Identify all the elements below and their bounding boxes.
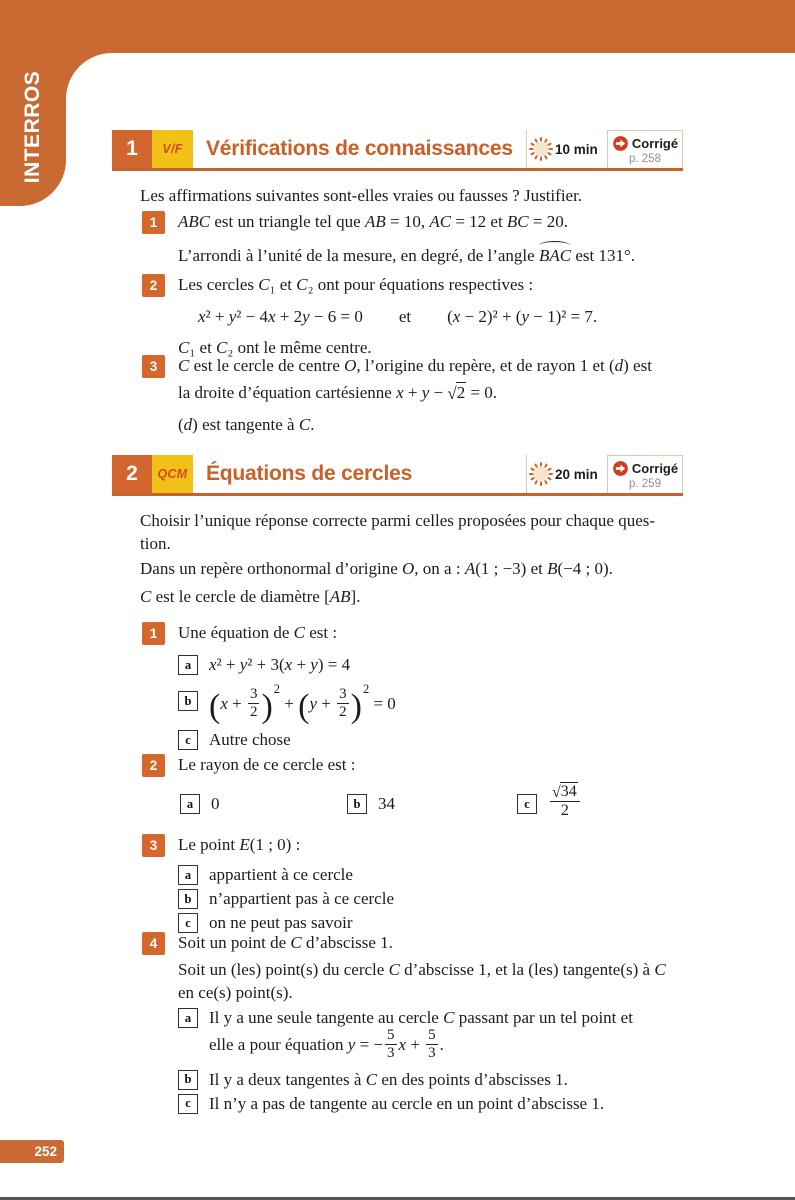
option-b bbox=[347, 785, 517, 822]
corrige-row bbox=[612, 460, 678, 477]
option-b bbox=[178, 887, 683, 910]
corrige-row bbox=[612, 135, 678, 152]
timer-icon bbox=[529, 137, 553, 161]
question-paragraph: en ce(s) point(s). bbox=[178, 983, 293, 1002]
option-letter-box: c bbox=[178, 913, 198, 933]
option-text: (x + $\frac{3}{2}$ )$^2$ + (y + $\frac{3}{2}$ )$^2$ = 0 bbox=[209, 682, 396, 725]
option-line: elle a pour équation y = − $\frac{5}{3}$ x + $\frac{5}{3}$ . bbox=[209, 1027, 444, 1061]
option-letter-box: b bbox=[178, 889, 198, 909]
corrige-page: p. 259 bbox=[629, 477, 661, 490]
item-text: C est le cercle de centre O, l’origine du repère, et de rayon 1 et (d) est bbox=[178, 356, 652, 375]
fraction: $\frac{5}{3}$ bbox=[387, 1027, 395, 1061]
corrige-cell bbox=[607, 455, 683, 493]
option-letter-box: b bbox=[178, 691, 198, 711]
option-b bbox=[178, 678, 683, 725]
question-text: Soit un point de C d’abscisse 1. bbox=[178, 933, 393, 952]
question-text: Une équation de C est : bbox=[178, 623, 338, 642]
option-text: n’appartient pas à ce cercle bbox=[209, 889, 394, 908]
question-text: Le point E(1 ; 0) : bbox=[178, 835, 301, 854]
option-c bbox=[517, 785, 582, 822]
fraction: $\frac{5}{3}$ bbox=[428, 1027, 436, 1061]
corrige-page: p. 258 bbox=[629, 152, 661, 165]
item-text: Les cercles C₁ et C₂ ont pour équations respectives : bbox=[178, 275, 534, 294]
section-1-header bbox=[112, 130, 683, 171]
fraction: $\frac{3}{2}$ bbox=[339, 685, 347, 720]
option-letter-box: a bbox=[178, 1008, 198, 1028]
corrige-arrow-icon bbox=[612, 135, 629, 152]
question-badge: 1 bbox=[142, 622, 165, 645]
fraction: $\frac{3}{2}$ bbox=[249, 685, 258, 720]
option-text: Il y a deux tangentes à C en des points d’abscisses 1. bbox=[209, 1069, 568, 1089]
option-a bbox=[178, 1006, 683, 1064]
question-badge: 2 bbox=[142, 754, 165, 777]
content-area bbox=[112, 0, 683, 1200]
question-3 bbox=[112, 833, 683, 934]
intro-line: tion. bbox=[140, 534, 171, 553]
question-paragraph: Soit un (les) point(s) du cercle C d’abscisse 1, et la (les) tangente(s) à C bbox=[178, 960, 666, 979]
corrige-cell bbox=[607, 130, 683, 168]
item-text: la droite d’équation cartésienne x + y − √2 = 0. bbox=[178, 383, 498, 403]
question-badge: 3 bbox=[142, 834, 165, 857]
option-a bbox=[180, 785, 347, 822]
chapter-tab-label: INTERROS bbox=[21, 70, 44, 184]
item-badge: 1 bbox=[142, 211, 165, 234]
exercise-item-2 bbox=[112, 273, 683, 359]
option-letter-box: b bbox=[347, 794, 367, 814]
option-c bbox=[178, 1092, 683, 1115]
section-number: 1 bbox=[112, 130, 152, 168]
option-b bbox=[178, 1068, 683, 1091]
option-letter-box: c bbox=[178, 730, 198, 750]
item-text: C₁ et C₂ ont le même centre. bbox=[178, 338, 372, 357]
option-letter-box: b bbox=[178, 1070, 198, 1090]
option-a bbox=[178, 653, 683, 676]
fraction: $\frac{√34}{2}$ bbox=[550, 783, 580, 820]
option-text: 34 bbox=[378, 793, 395, 813]
option-letter-box: a bbox=[180, 794, 200, 814]
corrige-label: Corrigé bbox=[631, 460, 679, 476]
option-a bbox=[178, 863, 683, 886]
option-line: Il y a une seule tangente au cercle C passant par un tel point et bbox=[209, 1008, 633, 1027]
equation-line: x² + y² − 4x + 2y − 6 = 0 et (x − 2)² + (y − 1)² = 7. bbox=[198, 307, 598, 326]
section-1-intro: Les affirmations suivantes sont-elles vraies ou fausses ? Justifier. bbox=[140, 186, 583, 205]
option-letter-box: c bbox=[517, 794, 537, 814]
option-text: x² + y² + 3(x + y) = 4 bbox=[209, 655, 351, 674]
timer-icon bbox=[529, 462, 553, 486]
section-type-tag: QCM bbox=[152, 455, 193, 493]
question-1 bbox=[112, 621, 683, 751]
intro-line: Dans un repère orthonormal d’origine O, on a : A(1 ; −3) et B(−4 ; 0). bbox=[140, 559, 613, 578]
duration-label: 10 min bbox=[555, 141, 598, 157]
intro-line: C est le cercle de diamètre [AB]. bbox=[140, 587, 361, 606]
corrige-arrow-icon bbox=[612, 460, 629, 477]
exercise-item-1 bbox=[112, 210, 683, 267]
section-title: Équations de cercles bbox=[206, 462, 413, 485]
item-badge: 3 bbox=[142, 355, 165, 378]
question-text: Le rayon de ce cercle est : bbox=[178, 755, 356, 774]
option-text: on ne peut pas savoir bbox=[209, 913, 353, 932]
question-4 bbox=[112, 931, 683, 1115]
section-type-tag: V/F bbox=[152, 130, 193, 168]
section-title: Vérifications de connaissances bbox=[206, 137, 513, 160]
question-2 bbox=[112, 753, 683, 822]
option-text: appartient à ce cercle bbox=[209, 865, 353, 884]
option-text: Il n’y a pas de tangente au cercle en un point d’abscisse 1. bbox=[209, 1093, 605, 1113]
option-c bbox=[178, 728, 683, 751]
sqrt: √2 bbox=[447, 383, 466, 403]
duration-cell bbox=[526, 455, 607, 493]
item-text: (d) est tangente à C. bbox=[178, 415, 315, 434]
section-2-intro bbox=[140, 509, 683, 555]
section-2-header bbox=[112, 455, 683, 496]
option-letter-box: a bbox=[178, 865, 198, 885]
item-text: L’arrondi à l’unité de la mesure, en degré, de l’angle BAC est 131°. bbox=[178, 246, 635, 265]
option-letter-box: a bbox=[178, 655, 198, 675]
page-number: 252 bbox=[0, 1140, 64, 1163]
option-text: Autre chose bbox=[209, 730, 291, 750]
intro-line: Choisir l’unique réponse correcte parmi celles proposées pour chaque ques- bbox=[140, 511, 656, 530]
option-text bbox=[209, 1006, 683, 1064]
sqrt: √34 bbox=[552, 783, 577, 801]
duration-cell bbox=[526, 130, 607, 168]
item-badge: 2 bbox=[142, 274, 165, 297]
option-text bbox=[548, 785, 582, 822]
corrige-label: Corrigé bbox=[631, 135, 679, 151]
option-letter-box: c bbox=[178, 1094, 198, 1114]
option-text: 0 bbox=[211, 793, 220, 813]
options-row bbox=[180, 785, 683, 822]
question-badge: 4 bbox=[142, 932, 165, 955]
exercise-item-3 bbox=[112, 354, 683, 436]
duration-label: 20 min bbox=[555, 466, 598, 482]
section-number: 2 bbox=[112, 455, 152, 493]
item-text: ABC est un triangle tel que AB = 10, AC = 12 et BC = 20. bbox=[178, 212, 568, 231]
angle-arc: BAC bbox=[538, 246, 572, 265]
